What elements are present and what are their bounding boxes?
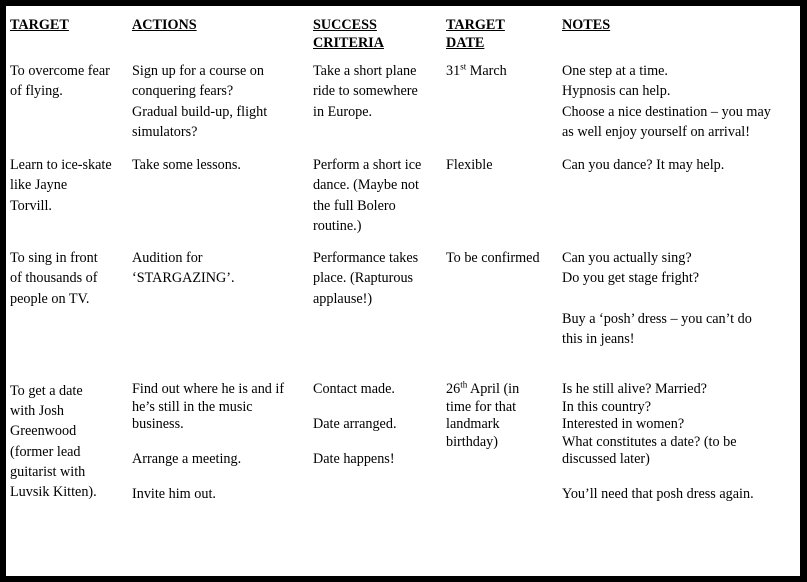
row-4-notes [562,381,754,504]
row-1-target [10,61,110,102]
row-4-target [10,381,97,502]
cell-line: ride to somewhere [313,83,418,100]
cell-line: You’ll need that posh dress again. [562,486,754,502]
cell-line: discussed later) [562,451,650,467]
cell-line: Date arranged. [313,416,397,432]
cell-line: ‘STARGAZING’. [132,270,235,287]
cell-line: DATE [446,35,485,51]
row-1-actions [132,61,267,142]
row-1-target-date [446,61,507,81]
cell-line: TARGET [446,17,505,33]
cell-line: What constitutes a date? (to be [562,433,737,450]
cell-line: birthday) [446,433,499,450]
header-success-criteria [313,16,384,52]
row-4-target-date [446,381,519,451]
cell-line: To be confirmed [446,250,540,266]
cell-line: Invite him out. [132,486,216,502]
cell-line: dance. (Maybe not [313,177,419,194]
cell-line: Learn to ice-skate [10,157,112,173]
row-3-success-criteria [313,248,418,309]
cell-line: of thousands of [10,270,98,287]
cell-line: Can you dance? It may help. [562,157,725,173]
cell-line: people on TV. [10,290,90,307]
cell-line [313,399,397,417]
cell-line [562,469,754,487]
cell-line: TARGET [10,17,69,33]
cell-line: Buy a ‘posh’ dress – you can’t do [562,310,752,327]
row-4-success-criteria [313,381,397,469]
cell-line: Choose a nice destination – you may [562,103,771,120]
cell-line: Can you actually sing? [562,250,692,266]
cell-line: Interested in women? [562,416,685,432]
cell-line: In this country? [562,398,652,415]
cell-line [562,289,752,309]
cell-line: CRITERIA [313,35,384,51]
row-2-target-date [446,155,493,175]
cell-line: To sing in front [10,250,98,266]
header-target-date [446,16,505,52]
row-4-actions [132,381,284,504]
cell-line: To get a date [10,383,83,399]
cell-line: Flexible [446,157,493,173]
cell-line: guitarist with [10,463,86,480]
row-3-notes [562,248,752,349]
cell-line: place. (Rapturous [313,270,414,287]
ordinal-suffix: th [460,379,468,390]
row-3-actions [132,248,235,289]
cell-line: routine.) [313,217,362,234]
cell-line: Do you get stage fright? [562,270,700,287]
row-2-success-criteria [313,155,421,236]
cell-line: 26th April (in [446,379,520,397]
cell-line: like Jayne [10,177,68,194]
cell-line: 31st March [446,61,507,79]
cell-line: in Europe. [313,103,373,120]
row-2-notes [562,155,724,175]
row-1-notes [562,61,771,142]
cell-line: Take a short plane [313,63,417,79]
cell-line: he’s still in the music [132,398,253,415]
cell-line: time for that [446,398,517,415]
header-notes [562,16,610,34]
cell-line: business. [132,416,184,432]
cell-line: the full Bolero [313,197,396,214]
cell-line: Find out where he is and if [132,381,285,397]
cell-line: Take some lessons. [132,157,241,173]
cell-line: Is he still alive? Married? [562,381,707,397]
cell-line: Audition for [132,250,203,266]
cell-line: Gradual build-up, flight [132,103,268,120]
cell-line: simulators? [132,123,198,140]
cell-line [132,434,284,452]
cell-line: Sign up for a course on [132,63,264,79]
row-2-actions [132,155,241,175]
cell-line: of flying. [10,83,63,100]
cell-line: Performance takes [313,250,419,266]
row-3-target [10,248,98,309]
cell-line: with Josh [10,403,64,420]
cell-line: as well enjoy yourself on arrival! [562,123,750,140]
row-2-target [10,155,112,216]
cell-line: Torvill. [10,197,52,214]
cell-line: Contact made. [313,381,395,397]
row-1-success-criteria [313,61,418,122]
cell-line [132,469,284,487]
row-3-target-date [446,248,540,268]
cell-line: SUCCESS [313,17,377,33]
header-actions [132,16,197,34]
cell-line: One step at a time. [562,63,668,79]
cell-line: Perform a short ice [313,157,422,173]
header-target [10,16,69,34]
cell-line: this in jeans! [562,331,635,348]
cell-line: applause!) [313,290,373,307]
cell-line: Date happens! [313,451,395,467]
cell-line: NOTES [562,17,611,33]
goals-table [6,6,800,576]
cell-line: (former lead [10,443,81,460]
cell-line: Luvsik Kitten). [10,483,97,500]
cell-line: Hypnosis can help. [562,83,671,100]
cell-line: Arrange a meeting. [132,451,242,467]
cell-line: landmark [446,416,500,432]
cell-line [313,434,397,452]
cell-line: To overcome fear [10,63,110,79]
cell-line: ACTIONS [132,17,197,33]
ordinal-suffix: st [460,61,467,72]
cell-line: conquering fears? [132,83,234,100]
cell-line: Greenwood [10,423,77,440]
